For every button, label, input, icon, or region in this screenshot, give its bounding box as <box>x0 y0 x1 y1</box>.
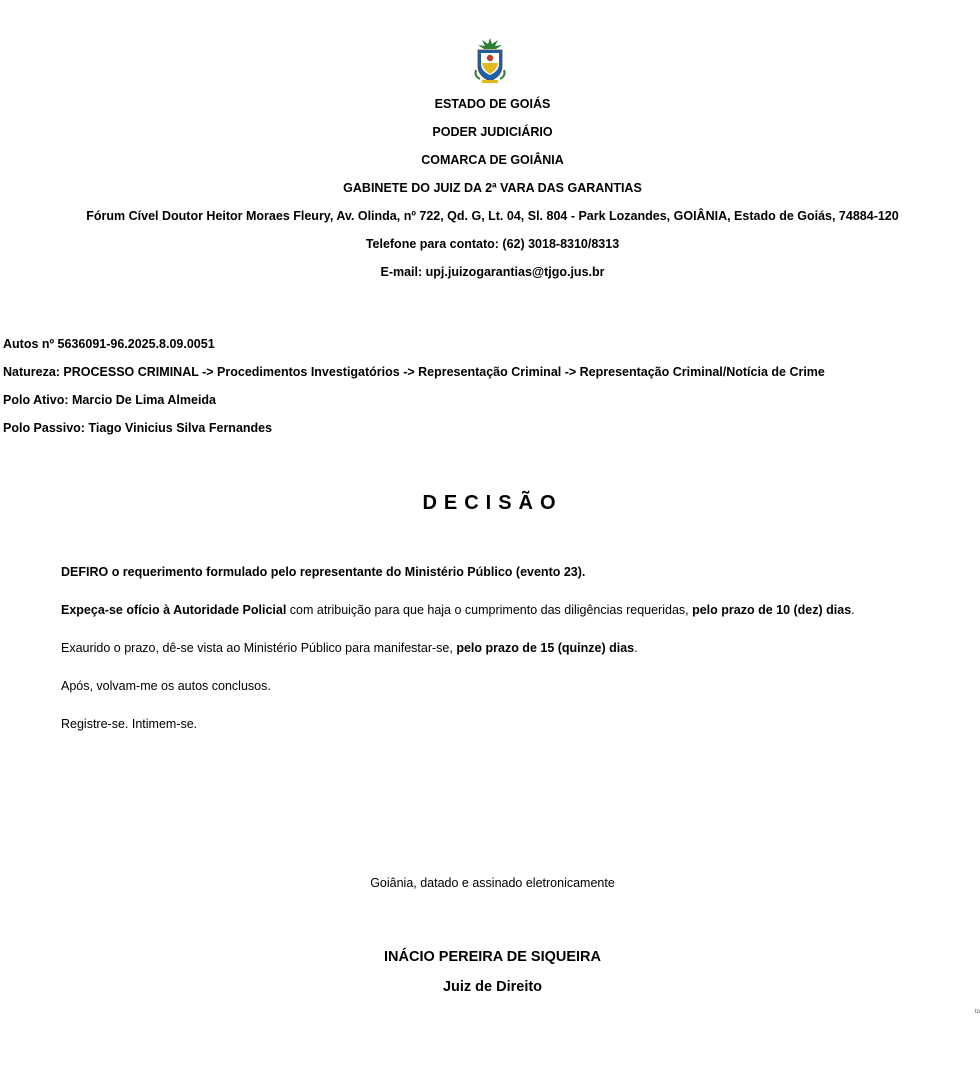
judge-name: INÁCIO PEREIRA DE SIQUEIRA <box>384 949 601 965</box>
header-branch: PODER JUDICIÁRIO <box>432 125 553 139</box>
state-coat-of-arms-icon <box>472 36 508 84</box>
paragraph-2-bold: Expeça-se ofício à Autoridade Policial <box>61 603 287 617</box>
paragraph-2-deadline: pelo prazo de 10 (dez) dias <box>692 603 852 617</box>
paragraph-5: Registre-se. Intimem-se. <box>61 717 198 731</box>
header-state: ESTADO DE GOIÁS <box>434 97 551 111</box>
header-phone: Telefone para contato: (62) 3018-8310/8313 <box>365 237 620 251</box>
paragraph-3 <box>61 640 638 656</box>
case-passive-party: Polo Passivo: Tiago Vinicius Silva Fernandes <box>3 421 273 435</box>
place-and-date: Goiânia, datado e assinado eletronicamente <box>370 876 615 890</box>
paragraph-1: DEFIRO o requerimento formulado pelo representante do Ministério Público (evento 23). <box>61 565 586 579</box>
paragraph-3-end: . <box>634 641 638 655</box>
corner-mark: to <box>974 1009 980 1015</box>
header-address: Fórum Cível Doutor Heitor Moraes Fleury, Av. Olinda, nº 722, Qd. G, Lt. 04, Sl. 804 - Park Lozandes, GOIÂNIA, Estado de Goiás, 74884-120 <box>86 209 899 223</box>
paragraph-2 <box>61 602 855 618</box>
paragraph-4: Após, volvam-me os autos conclusos. <box>61 679 271 693</box>
judge-title: Juiz de Direito <box>442 979 543 995</box>
case-active-party: Polo Ativo: Marcio De Lima Almeida <box>3 393 217 407</box>
paragraph-2-end: . <box>851 603 855 617</box>
paragraph-3-text: Exaurido o prazo, dê-se vista ao Ministério Público para manifestar-se, <box>61 641 457 655</box>
header-office: GABINETE DO JUIZ DA 2ª VARA DAS GARANTIAS <box>343 181 642 195</box>
document-title: DECISÃO <box>422 492 563 514</box>
paragraph-2-text: com atribuição para que haja o cumprimento das diligências requeridas, <box>286 603 693 617</box>
paragraph-3-deadline: pelo prazo de 15 (quinze) dias <box>456 641 635 655</box>
case-number: Autos nº 5636091-96.2025.8.09.0051 <box>3 337 215 351</box>
header-district: COMARCA DE GOIÂNIA <box>421 153 564 167</box>
case-nature: Natureza: PROCESSO CRIMINAL -> Procedimentos Investigatórios -> Representação Criminal -> Representação Criminal/Notícia de Crime <box>3 365 825 379</box>
header-email: E-mail: upj.juizogarantias@tjgo.jus.br <box>380 265 605 279</box>
